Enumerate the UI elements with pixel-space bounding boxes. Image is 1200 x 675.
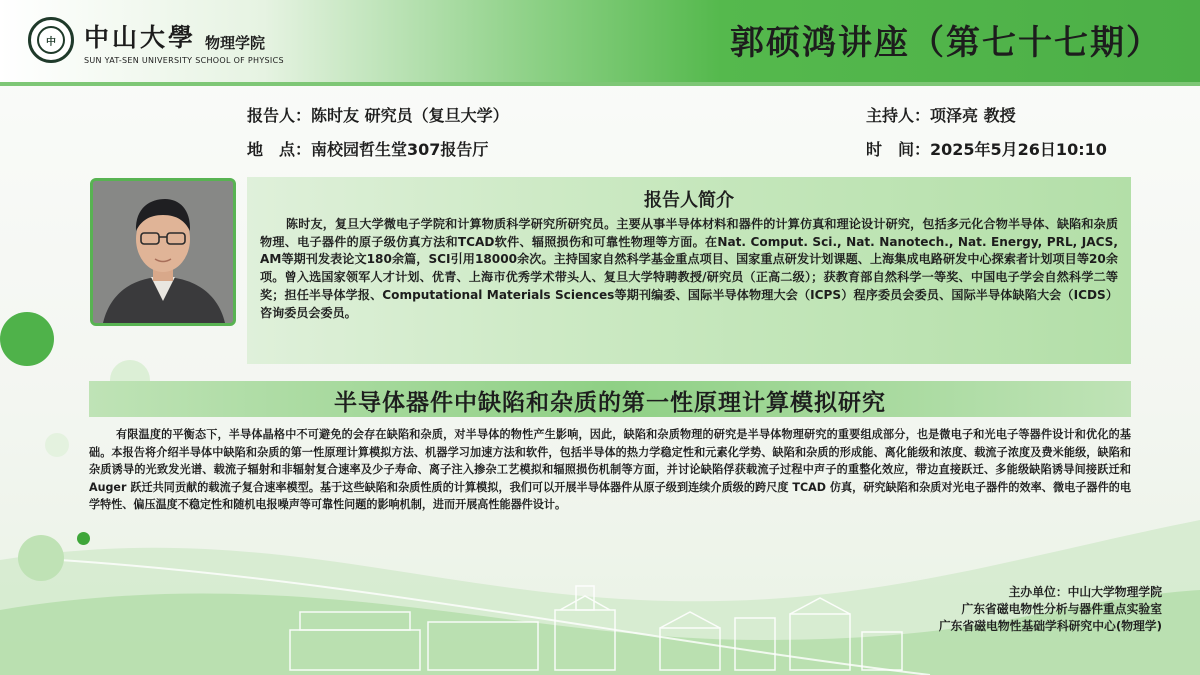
decor-circle [45,433,69,457]
talk-abstract: 有限温度的平衡态下，半导体晶格中不可避免的会存在缺陷和杂质，对半导体的物性产生影响，因此，缺陷和杂质物理的研究是半导体物理研究的重要组成部分，也是微电子和光电子等器件设计和优化的基础。本报告将介绍半导体中缺陷和杂质的第一性原理计算模拟方法、机器学习加速方法和软件，包括半导体的热力学稳定性和元素化学势、缺陷和杂质的形成能、离化能级和浓度、载流子浓度及费米能级，缺陷和杂质诱导的光致发光谱、载流子辐射和非辐射复合速率及少子寿命、离子注入掺杂工艺模拟和辐照损伤机制等方面，并讨论缺陷俘获载流子过程中声子的重整化效应，带边直接跃迁、多能级缺陷诱导间接跃迁和 Auger 跃迁共同贡献的载流子复合速率模型。基于这些缺陷和杂质性质的计算模拟，我们可以开展半导体器件从原子级到连续介质级的跨尺度 TCAD 仿真，研究缺陷和杂质对光电子器件的效率、微电子器件的电学特性、偏压温度不稳定性和随机电报噪声等可靠性问题的影响机制，进而开展高性能器件设计。 [89,428,1131,512]
organizer-line: 主办单位：中山大学物理学院 [1008,585,1162,599]
university-english-name: SUN YAT-SEN UNIVERSITY SCHOOL OF PHYSICS [84,56,284,65]
organizers [939,584,1162,635]
header-divider [0,82,1200,86]
lecture-series-title: 郭硕鸿讲座（第七十七期） [730,23,1162,63]
decor-circle [77,532,90,545]
organizer-line: 广东省磁电物性基础学科研究中心(物理学) [938,619,1162,633]
bio-text: 陈时友，复旦大学微电子学院和计算物质科学研究所研究员。主要从事半导体材料和器件的计算仿真和理论设计研究，包括多元化合物半导体、缺陷和杂质物理、电子器件的原子级仿真方法和TCAD软件、辐照损伤和可靠性物理等方面。在Nat. Comput. Sci., Nat. Nanotech., Nat. Energy, PRL, JACS, AM等期刊发表论文180余篇，SCI引用18000余次。主持国家自然科学基金重点项目、国家重点研发计划课题、上海集成电路研发中心探索者计划项目等20余项。曾入选国家领军人才计划、优青、上海市优秀学术带头人、复旦大学特聘教授/研究员（正高二级）；获教育部自然科学一等奖、中国电子学会自然科学二等奖；担任半导体学报、Computational Materials Sciences等期刊编委、国际半导体物理大会（ICPS）程序委员会委员、国际半导体缺陷大会（ICDS）咨询委员会委员。 [260,217,1118,320]
university-name: 中山大學 [84,23,197,52]
speaker-portrait-icon [93,181,233,323]
decor-circle [18,535,64,581]
university-logo-icon: 中 [28,17,74,63]
speaker-photo [90,178,236,326]
school-name: 物理学院 [205,34,266,52]
organizer-line: 广东省磁电物性分析与器件重点实验室 [961,602,1162,616]
talk-title: 半导体器件中缺陷和杂质的第一性原理计算模拟研究 [334,390,886,416]
speaker-bio-card [247,177,1131,364]
time-info: 时 间：2025年5月26日10:10 [866,140,1107,159]
host-info: 主持人：项泽亮 教授 [866,106,1016,125]
bio-heading: 报告人简介 [644,190,734,211]
speaker-info: 报告人：陈时友 研究员（复旦大学） [247,106,509,125]
talk-title-bar [89,381,1131,417]
venue-info: 地 点：南校园哲生堂307报告厅 [247,140,489,159]
header-banner [0,0,1200,82]
decor-circle [0,312,54,366]
